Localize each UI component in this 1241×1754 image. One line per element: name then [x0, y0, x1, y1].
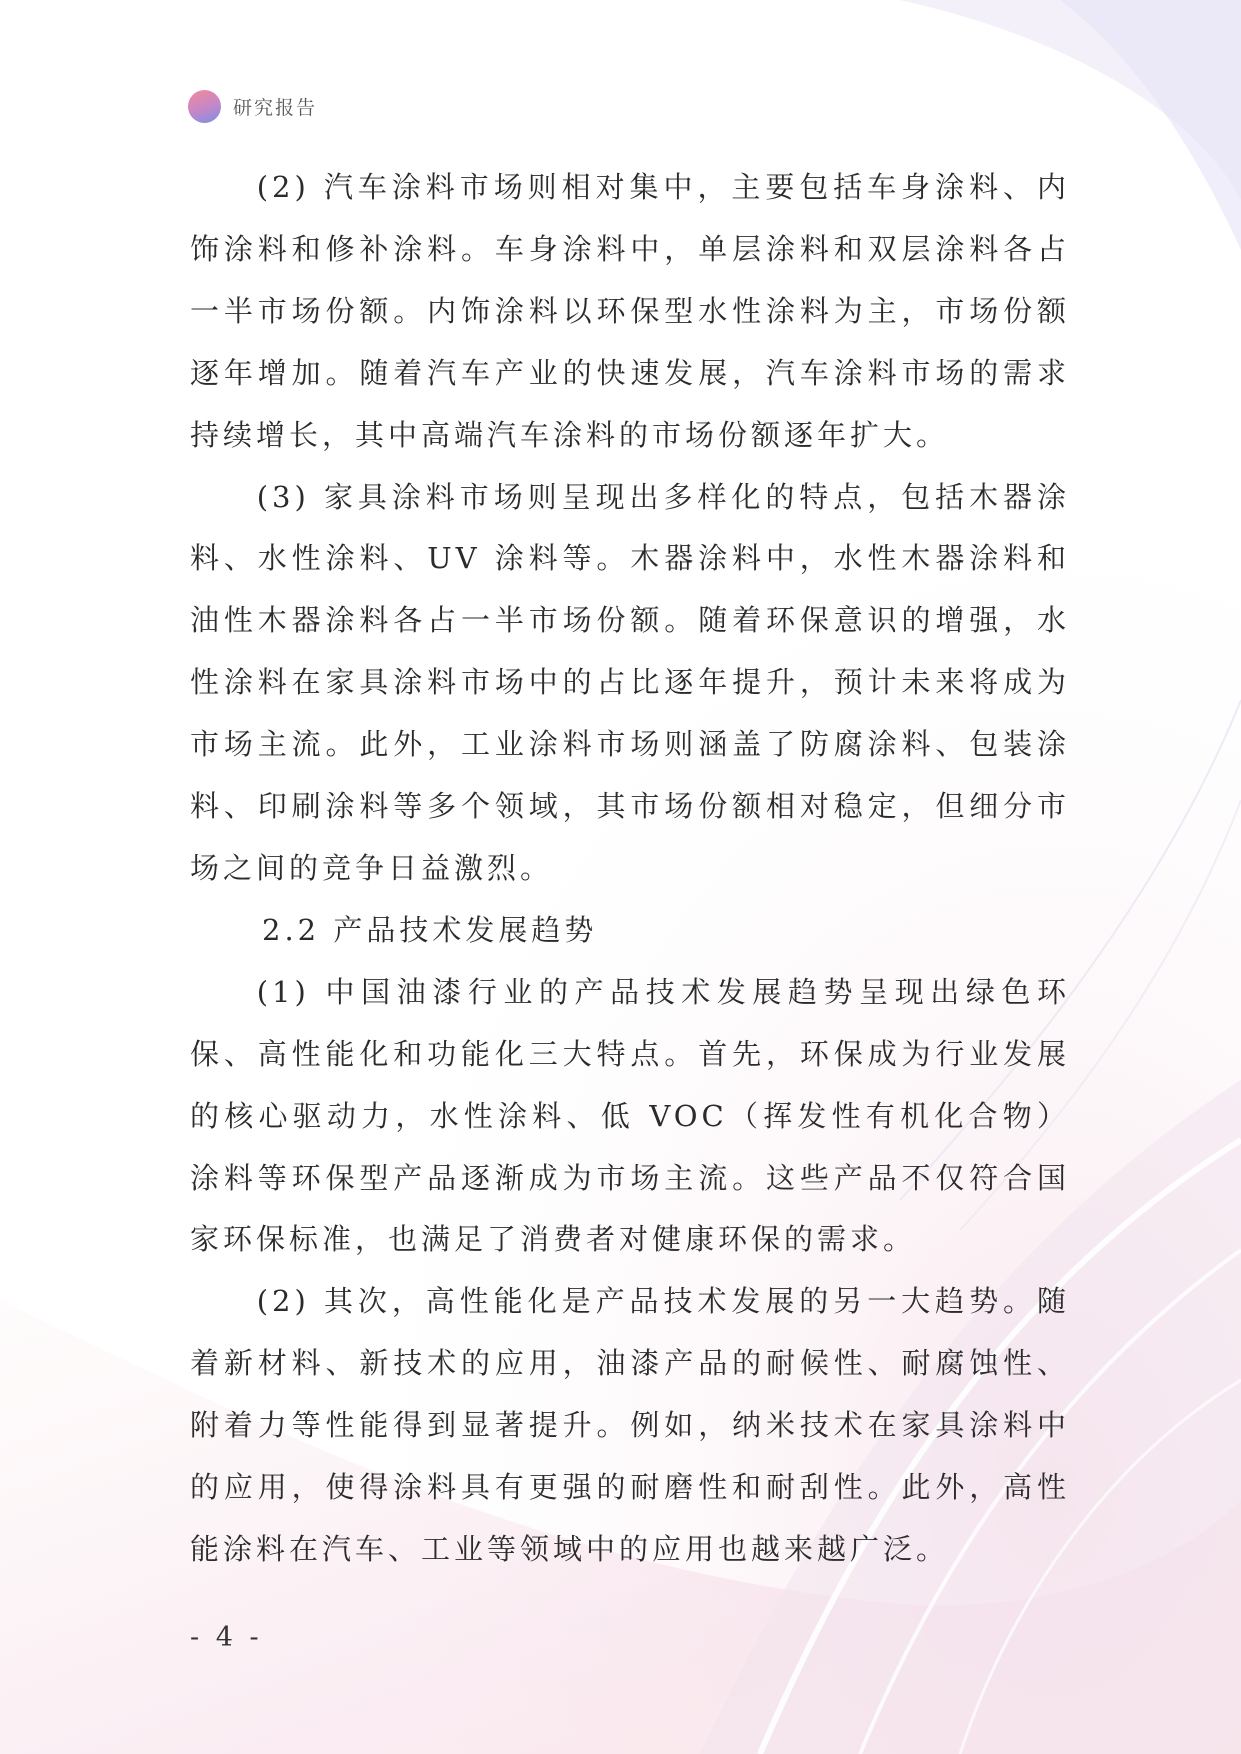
paragraph: (2) 汽车涂料市场则相对集中，主要包括车身涂料、内饰涂料和修补涂料。车身涂料中，单层涂料和双层涂料各占一半市场份额。内饰涂料以环保型水性涂料为主，市场份额逐年增加。随着汽车产业的快速发展，汽车涂料市场的需求持续增长，其中高端汽车涂料的市场份额逐年扩大。: [190, 170, 1070, 452]
paragraph: (2) 其次，高性能化是产品技术发展的另一大趋势。随着新材料、新技术的应用，油漆产品的耐候性、耐腐蚀性、附着力等性能得到显著提升。例如，纳米技术在家具涂料中的应用，使得涂料具有更强的耐磨性和耐刮性。此外，高性能涂料在汽车、工业等领域中的应用也越来越广泛。: [190, 1284, 1070, 1566]
paragraph: (1) 中国油漆行业的产品技术发展趋势呈现出绿色环保、高性能化和功能化三大特点。首先，环保成为行业发展的核心驱动力，水性涂料、低 VOC（挥发性有机化合物）涂料等环保型产品逐渐成为市场主流。这些产品不仅符合国家环保标准，也满足了消费者对健康环保的需求。: [190, 974, 1070, 1257]
paragraph: (3) 家具涂料市场则呈现出多样化的特点，包括木器涂料、水性涂料、UV 涂料等。木器涂料中，水性木器涂料和油性木器涂料各占一半市场份额。随着环保意识的增强，水性涂料在家具涂料市场中的占比逐年提升，预计未来将成为市场主流。此外，工业涂料市场则涵盖了防腐涂料、包装涂料、印刷涂料等多个领域，其市场份额相对稳定，但细分市场之间的竞争日益激烈。: [190, 479, 1070, 885]
header-title: 研究报告: [233, 96, 318, 119]
report-header: [188, 88, 317, 124]
logo-circle-icon: [188, 90, 221, 123]
main-content: [190, 157, 1070, 1581]
page-number: - 4 -: [190, 1622, 263, 1653]
section-heading: 2.2 产品技术发展趋势: [262, 912, 598, 947]
